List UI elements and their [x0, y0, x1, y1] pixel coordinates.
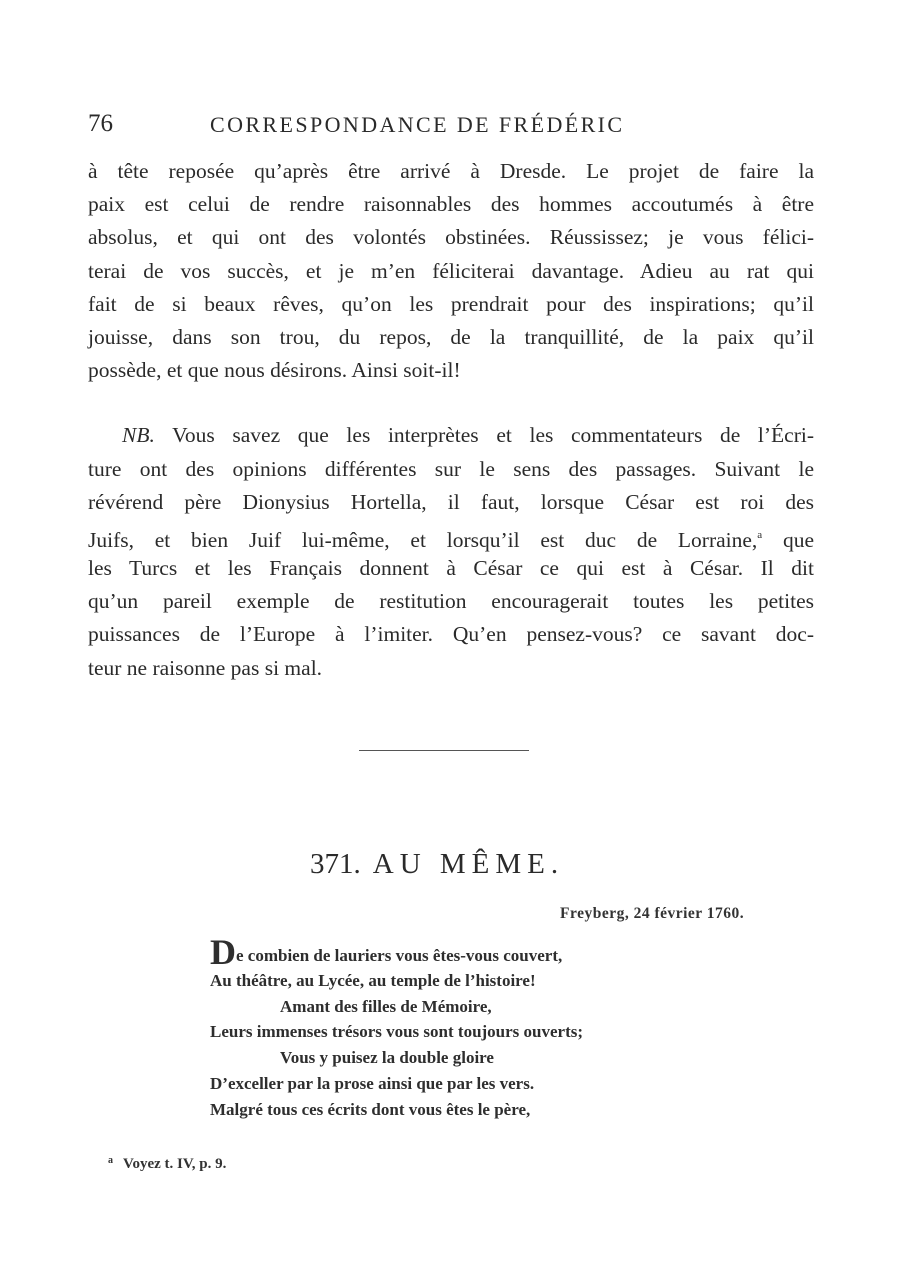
letter-dateline: Freyberg, 24 février 1760.: [560, 905, 745, 922]
nb-first-line: Vous savez que les interprètes et les commentateurs de l’Écri-: [154, 423, 814, 448]
footnote: [108, 1155, 226, 1173]
poem: [210, 932, 690, 1123]
body-text: [88, 155, 814, 685]
verse-line: Malgré tous ces écrits dont vous êtes le père,: [210, 1099, 531, 1119]
paragraph-gap: [88, 387, 814, 419]
footnote-mark: a: [108, 1155, 113, 1166]
drop-cap: D: [210, 932, 236, 972]
footnote-reference[interactable]: a: [757, 528, 763, 541]
footnote-text: Voyez t. IV, p. 9.: [123, 1156, 227, 1172]
text-fragment: que: [762, 527, 815, 552]
text-line: paix est celui de rendre raisonnables des hommes accoutumés à être: [88, 192, 814, 217]
verse-line: Au théâtre, au Lycée, au temple de l’histoire!: [210, 970, 536, 990]
paragraph-1: [88, 155, 814, 387]
nb-label: NB.: [122, 423, 155, 448]
text-line: révérend père Dionysius Hortella, il faut, lorsque César est roi des: [88, 489, 814, 514]
text-line: qu’un pareil exemple de restitution encouragerait toutes les petites: [88, 589, 814, 614]
text-line: jouisse, dans son trou, du repos, de la tranquillité, de la paix qu’il: [88, 324, 814, 349]
verse-line: Amant des filles de Mémoire,: [280, 996, 492, 1016]
text-line: à tête reposée qu’après être arrivé à Dresde. Le projet de faire la: [88, 159, 814, 183]
text-line: [88, 419, 814, 452]
text-line: teur ne raisonne pas si mal.: [88, 655, 323, 680]
verse-line: D’exceller par la prose ainsi que par les vers.: [210, 1073, 535, 1093]
verse-line: Leurs immenses trésors vous sont toujours ouverts;: [210, 1022, 584, 1042]
text-line: ture ont des opinions différentes sur le sens des passages. Suivant le: [88, 456, 814, 481]
text-line: les Turcs et les Français donnent à César ce qui est à César. Il dit: [88, 556, 814, 581]
text-line: absolus, et qui ont des volontés obstinées. Réussissez; je vous félici-: [88, 225, 814, 250]
paragraph-2-nota-bene: [88, 419, 814, 685]
text-line: possède, et que nous désirons. Ainsi soit-il!: [88, 358, 461, 383]
text-line: fait de si beaux rêves, qu’on les prendrait pour des inspirations; qu’il: [88, 291, 814, 316]
verse-line: Vous y puisez la double gloire: [280, 1048, 494, 1068]
verse-text: e combien de lauriers vous êtes-vous couvert,: [236, 946, 563, 965]
verse-line: [210, 932, 690, 972]
text-line: [88, 519, 814, 552]
section-separator: [359, 750, 529, 751]
letter-number: 371.: [310, 848, 361, 880]
letter-title: AU MÊME.: [372, 848, 565, 880]
page-number: 76: [88, 110, 113, 137]
running-head: [88, 110, 814, 142]
letter-heading: [310, 848, 610, 881]
text-line: terai de vos succès, et je m’en féliciterai davantage. Adieu au rat qui: [88, 258, 814, 283]
running-title: CORRESPONDANCE DE FRÉDÉRIC: [210, 112, 625, 137]
text-line: puissances de l’Europe à l’imiter. Qu’en pensez-vous? ce savant doc-: [88, 622, 814, 647]
text-fragment: Juifs, et bien Juif lui-même, et lorsqu’il est duc de Lorraine,: [88, 527, 758, 552]
